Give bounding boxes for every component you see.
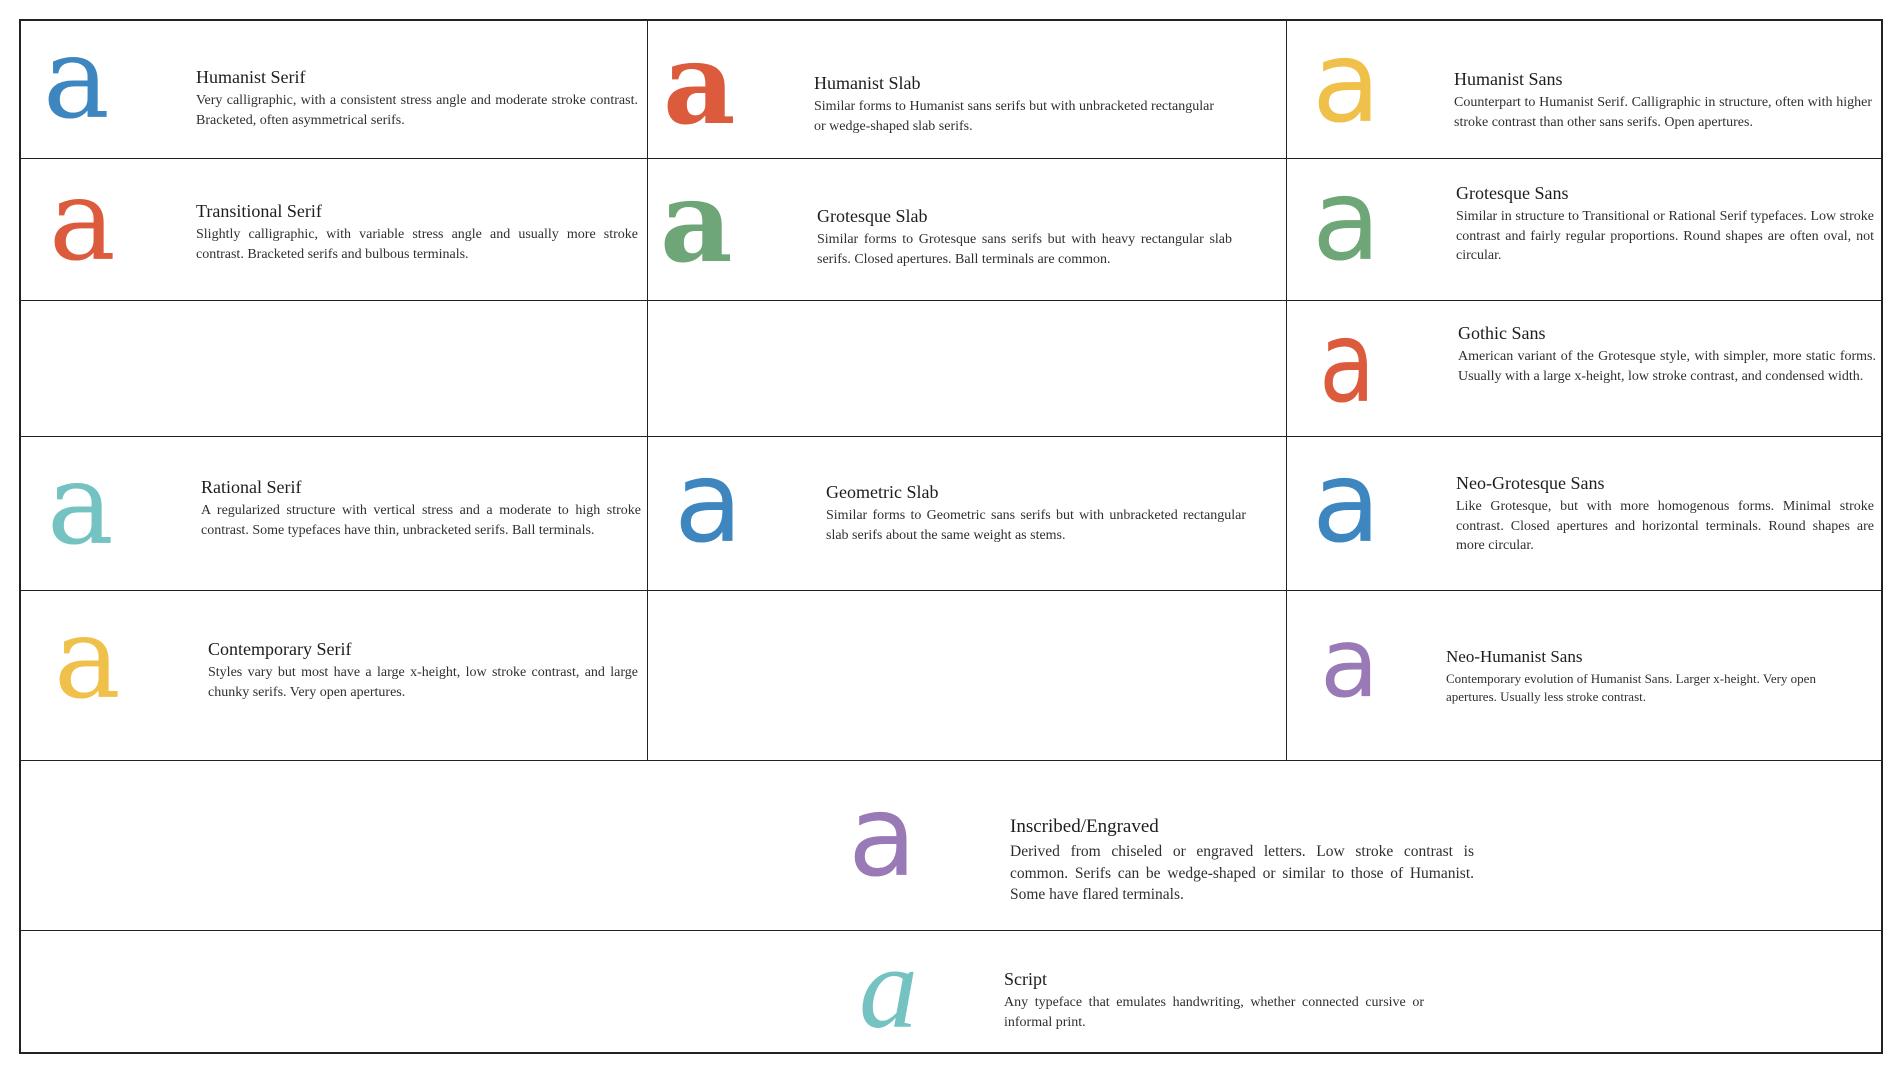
glyph-contemporary-serif: a: [54, 594, 121, 724]
cell-humanist-sans: [1287, 21, 1883, 159]
cell-neo-humanist-sans: [1287, 591, 1883, 761]
glyph-humanist-slab: a: [663, 21, 736, 150]
cell-inscribed-engraved: [21, 761, 1883, 931]
desc-neo-grotesque-sans: Like Grotesque, but with more homogenous forms. Minimal stroke contrast. Closed apertures and horizontal terminals. Round shapes are more circular.: [1456, 499, 1874, 553]
cell-contemporary-serif: [21, 591, 648, 761]
title-gothic-sans: Gothic Sans: [1458, 323, 1546, 343]
cell-humanist-serif: [21, 21, 648, 159]
title-grotesque-slab: Grotesque Slab: [817, 206, 928, 226]
glyph-grotesque-slab: a: [660, 159, 733, 288]
glyph-humanist-sans: a: [1312, 21, 1381, 148]
desc-humanist-sans: Counterpart to Humanist Serif. Calligraphic in structure, often with higher stroke contrast than other sans serifs. Open apertures.: [1454, 95, 1872, 130]
cell-humanist-slab: [648, 21, 1287, 159]
desc-neo-humanist-sans: Contemporary evolution of Humanist Sans. Larger x-height. Very open apertures. Usually less stroke contrast.: [1446, 671, 1816, 704]
title-humanist-serif: Humanist Serif: [196, 67, 306, 87]
cell-grotesque-sans: [1287, 159, 1883, 301]
cell-grotesque-slab: [648, 159, 1287, 301]
cell-empty-r5c2: [648, 591, 1287, 761]
desc-humanist-slab: Similar forms to Humanist sans serifs but with unbracketed rectangular or wedge-shaped slab serifs.: [814, 99, 1214, 134]
desc-contemporary-serif: Styles vary but most have a large x-height, low stroke contrast, and large chunky serifs. Very open apertures.: [208, 665, 638, 700]
desc-script: Any typeface that emulates handwriting, whether connected cursive or informal print.: [1004, 995, 1424, 1030]
title-script: Script: [1004, 969, 1047, 989]
desc-transitional-serif: Slightly calligraphic, with variable stress angle and usually more stroke contrast. Bracketed serifs and bulbous terminals.: [196, 227, 638, 262]
title-grotesque-sans: Grotesque Sans: [1456, 183, 1569, 203]
desc-humanist-serif: Very calligraphic, with a consistent stress angle and moderate stroke contrast. Bracketed, often asymmetrical serifs.: [196, 93, 638, 128]
glyph-neo-humanist-sans: a: [1320, 607, 1379, 719]
glyph-rational-serif: a: [47, 440, 114, 570]
cell-gothic-sans: [1287, 301, 1883, 437]
cell-empty-r3c1: [21, 301, 648, 437]
desc-inscribed-engraved: Derived from chiseled or engraved letters. Low stroke contrast is common. Serifs can be wedge-shaped or similar to those of Humanist. Some have flared terminals.: [1010, 843, 1474, 903]
glyph-humanist-serif: a: [43, 21, 110, 144]
title-transitional-serif: Transitional Serif: [196, 201, 322, 221]
glyph-neo-grotesque-sans: a: [1312, 438, 1381, 568]
desc-grotesque-sans: Similar in structure to Transitional or Rational Serif typefaces. Low stroke contrast and fairly regular proportions. Round shapes are often oval, not circular.: [1456, 209, 1874, 263]
cell-transitional-serif: [21, 159, 648, 301]
cell-empty-r3c2: [648, 301, 1287, 437]
cell-script: [21, 931, 1883, 1052]
title-contemporary-serif: Contemporary Serif: [208, 639, 352, 659]
desc-gothic-sans: American variant of the Grotesque style, with simpler, more static forms. Usually with a large x-height, low stroke contrast, and condensed width.: [1458, 349, 1876, 384]
typeface-classification-grid: [19, 19, 1883, 1054]
cell-neo-grotesque-sans: [1287, 437, 1883, 591]
title-geometric-slab: Geometric Slab: [826, 482, 939, 502]
glyph-geometric-slab: a: [674, 438, 743, 568]
title-humanist-slab: Humanist Slab: [814, 73, 921, 93]
glyph-grotesque-sans: a: [1312, 159, 1381, 286]
title-neo-grotesque-sans: Neo-Grotesque Sans: [1456, 473, 1605, 493]
title-neo-humanist-sans: Neo-Humanist Sans: [1446, 647, 1583, 666]
title-humanist-sans: Humanist Sans: [1454, 69, 1563, 89]
glyph-gothic-sans: a: [1319, 301, 1376, 428]
title-inscribed-engraved: Inscribed/Engraved: [1010, 816, 1159, 837]
title-rational-serif: Rational Serif: [201, 477, 302, 497]
glyph-inscribed-engraved: a: [848, 772, 917, 902]
desc-rational-serif: A regularized structure with vertical stress and a moderate to high stroke contrast. Some typefaces have thin, unbracketed serifs. Ball terminals.: [201, 503, 641, 538]
cell-geometric-slab: [648, 437, 1287, 591]
glyph-script: a: [859, 931, 918, 1052]
desc-grotesque-slab: Similar forms to Grotesque sans serifs but with heavy rectangular slab serifs. Closed apertures. Ball terminals are common.: [817, 232, 1232, 267]
glyph-transitional-serif: a: [49, 159, 116, 286]
cell-rational-serif: [21, 437, 648, 591]
desc-geometric-slab: Similar forms to Geometric sans serifs but with unbracketed rectangular slab serifs about the same weight as stems.: [826, 508, 1246, 543]
